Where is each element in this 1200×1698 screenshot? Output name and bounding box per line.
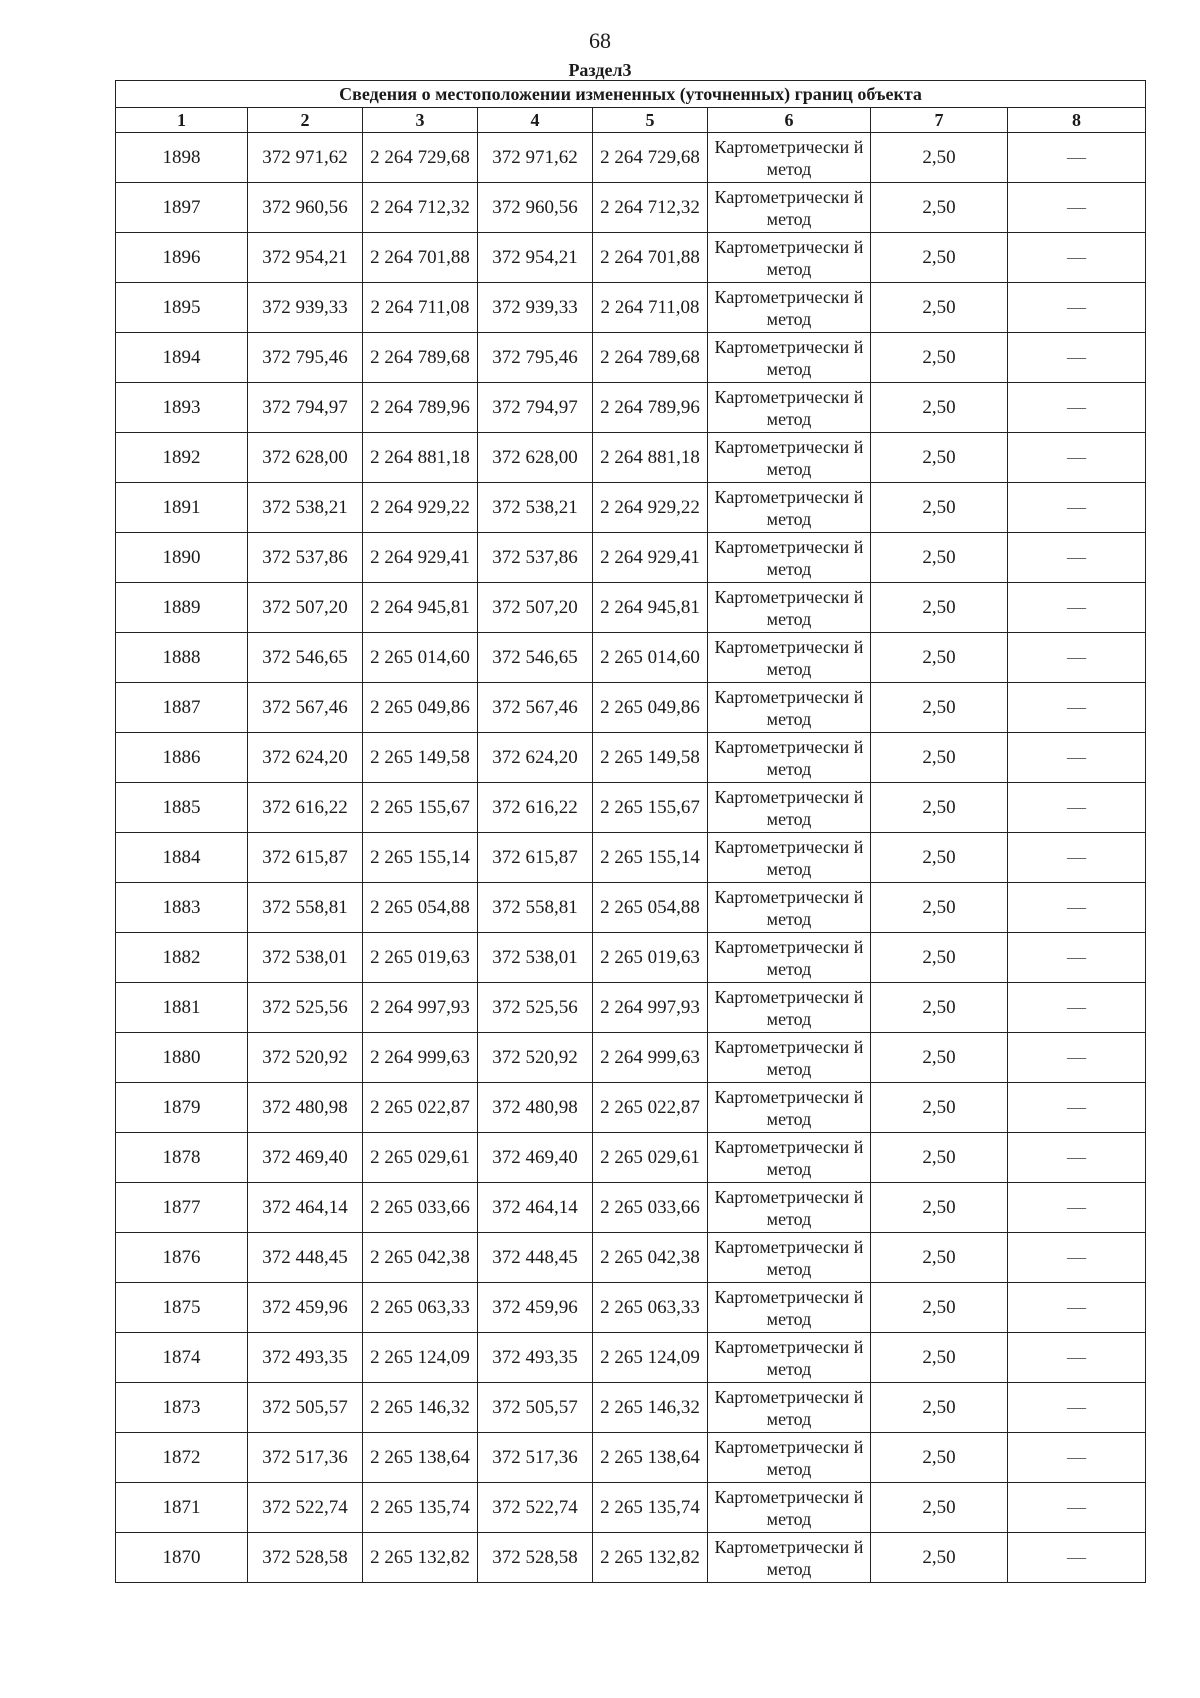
cell-x-existing: 372 794,97 bbox=[248, 383, 363, 433]
cell-accuracy: 2,50 bbox=[871, 1533, 1008, 1583]
cell-point-number: 1878 bbox=[116, 1133, 248, 1183]
table-row bbox=[116, 233, 1146, 283]
cell-description: — bbox=[1008, 1433, 1146, 1483]
cell-y-new: 2 264 789,68 bbox=[593, 333, 708, 383]
cell-y-new: 2 265 132,82 bbox=[593, 1533, 708, 1583]
cell-x-new: 372 493,35 bbox=[478, 1333, 593, 1383]
cell-y-new: 2 264 701,88 bbox=[593, 233, 708, 283]
cell-description: — bbox=[1008, 183, 1146, 233]
cell-accuracy: 2,50 bbox=[871, 1433, 1008, 1483]
cell-y-existing: 2 265 124,09 bbox=[363, 1333, 478, 1383]
column-number-row bbox=[116, 108, 1146, 133]
column-number-2: 2 bbox=[248, 108, 363, 133]
cell-y-existing: 2 264 929,22 bbox=[363, 483, 478, 533]
cell-y-existing: 2 265 054,88 bbox=[363, 883, 478, 933]
cell-x-existing: 372 448,45 bbox=[248, 1233, 363, 1283]
cell-method: Картометрически й метод bbox=[708, 233, 871, 283]
cell-description: — bbox=[1008, 433, 1146, 483]
cell-point-number: 1897 bbox=[116, 183, 248, 233]
cell-x-existing: 372 558,81 bbox=[248, 883, 363, 933]
cell-y-new: 2 264 945,81 bbox=[593, 583, 708, 633]
cell-accuracy: 2,50 bbox=[871, 783, 1008, 833]
cell-x-existing: 372 971,62 bbox=[248, 133, 363, 183]
cell-method: Картометрически й метод bbox=[708, 1033, 871, 1083]
cell-x-existing: 372 537,86 bbox=[248, 533, 363, 583]
table-row bbox=[116, 1133, 1146, 1183]
cell-description: — bbox=[1008, 1083, 1146, 1133]
cell-x-new: 372 505,57 bbox=[478, 1383, 593, 1433]
cell-x-new: 372 522,74 bbox=[478, 1483, 593, 1533]
cell-description: — bbox=[1008, 133, 1146, 183]
cell-y-existing: 2 264 945,81 bbox=[363, 583, 478, 633]
cell-y-new: 2 265 022,87 bbox=[593, 1083, 708, 1133]
cell-description: — bbox=[1008, 1333, 1146, 1383]
table-row bbox=[116, 583, 1146, 633]
cell-point-number: 1891 bbox=[116, 483, 248, 533]
cell-point-number: 1883 bbox=[116, 883, 248, 933]
cell-accuracy: 2,50 bbox=[871, 1033, 1008, 1083]
cell-method: Картометрически й метод bbox=[708, 683, 871, 733]
cell-x-new: 372 469,40 bbox=[478, 1133, 593, 1183]
cell-method: Картометрически й метод bbox=[708, 383, 871, 433]
cell-method: Картометрически й метод bbox=[708, 1533, 871, 1583]
cell-point-number: 1898 bbox=[116, 133, 248, 183]
cell-method: Картометрически й метод bbox=[708, 1233, 871, 1283]
cell-y-existing: 2 265 132,82 bbox=[363, 1533, 478, 1583]
table-row bbox=[116, 983, 1146, 1033]
table-row bbox=[116, 733, 1146, 783]
cell-x-new: 372 507,20 bbox=[478, 583, 593, 633]
cell-description: — bbox=[1008, 683, 1146, 733]
cell-point-number: 1896 bbox=[116, 233, 248, 283]
cell-y-existing: 2 265 014,60 bbox=[363, 633, 478, 683]
cell-y-existing: 2 265 042,38 bbox=[363, 1233, 478, 1283]
cell-method: Картометрически й метод bbox=[708, 333, 871, 383]
column-number-1: 1 bbox=[116, 108, 248, 133]
cell-y-new: 2 265 019,63 bbox=[593, 933, 708, 983]
cell-description: — bbox=[1008, 783, 1146, 833]
cell-method: Картометрически й метод bbox=[708, 1483, 871, 1533]
cell-point-number: 1870 bbox=[116, 1533, 248, 1583]
cell-y-new: 2 264 999,63 bbox=[593, 1033, 708, 1083]
cell-y-new: 2 264 712,32 bbox=[593, 183, 708, 233]
cell-description: — bbox=[1008, 1283, 1146, 1333]
cell-y-new: 2 264 711,08 bbox=[593, 283, 708, 333]
cell-method: Картометрически й метод bbox=[708, 583, 871, 633]
cell-method: Картометрически й метод bbox=[708, 483, 871, 533]
cell-y-existing: 2 265 049,86 bbox=[363, 683, 478, 733]
cell-x-existing: 372 615,87 bbox=[248, 833, 363, 883]
cell-x-new: 372 616,22 bbox=[478, 783, 593, 833]
cell-x-existing: 372 954,21 bbox=[248, 233, 363, 283]
table-row bbox=[116, 1383, 1146, 1433]
cell-description: — bbox=[1008, 883, 1146, 933]
cell-y-existing: 2 264 701,88 bbox=[363, 233, 478, 283]
cell-y-new: 2 264 997,93 bbox=[593, 983, 708, 1033]
cell-method: Картометрически й метод bbox=[708, 533, 871, 583]
cell-x-new: 372 567,46 bbox=[478, 683, 593, 733]
cell-accuracy: 2,50 bbox=[871, 483, 1008, 533]
cell-method: Картометрически й метод bbox=[708, 1333, 871, 1383]
table-row bbox=[116, 383, 1146, 433]
cell-x-existing: 372 939,33 bbox=[248, 283, 363, 333]
cell-description: — bbox=[1008, 383, 1146, 433]
cell-x-existing: 372 522,74 bbox=[248, 1483, 363, 1533]
cell-point-number: 1879 bbox=[116, 1083, 248, 1133]
table-row bbox=[116, 833, 1146, 883]
table-row bbox=[116, 1083, 1146, 1133]
cell-accuracy: 2,50 bbox=[871, 833, 1008, 883]
cell-accuracy: 2,50 bbox=[871, 1333, 1008, 1383]
cell-description: — bbox=[1008, 1533, 1146, 1583]
table-row bbox=[116, 133, 1146, 183]
cell-x-new: 372 960,56 bbox=[478, 183, 593, 233]
cell-x-new: 372 537,86 bbox=[478, 533, 593, 583]
cell-method: Картометрически й метод bbox=[708, 983, 871, 1033]
cell-x-new: 372 939,33 bbox=[478, 283, 593, 333]
cell-y-existing: 2 265 149,58 bbox=[363, 733, 478, 783]
section-title: Раздел3 bbox=[568, 60, 632, 80]
cell-method: Картометрически й метод bbox=[708, 933, 871, 983]
cell-accuracy: 2,50 bbox=[871, 333, 1008, 383]
cell-description: — bbox=[1008, 483, 1146, 533]
cell-description: — bbox=[1008, 1183, 1146, 1233]
cell-point-number: 1888 bbox=[116, 633, 248, 683]
cell-description: — bbox=[1008, 283, 1146, 333]
cell-y-existing: 2 265 033,66 bbox=[363, 1183, 478, 1233]
cell-point-number: 1873 bbox=[116, 1383, 248, 1433]
cell-point-number: 1882 bbox=[116, 933, 248, 983]
cell-y-new: 2 264 929,22 bbox=[593, 483, 708, 533]
cell-point-number: 1884 bbox=[116, 833, 248, 883]
cell-x-existing: 372 538,01 bbox=[248, 933, 363, 983]
cell-y-new: 2 265 135,74 bbox=[593, 1483, 708, 1533]
cell-description: — bbox=[1008, 1033, 1146, 1083]
cell-method: Картометрически й метод bbox=[708, 433, 871, 483]
cell-y-existing: 2 265 155,67 bbox=[363, 783, 478, 833]
cell-description: — bbox=[1008, 633, 1146, 683]
cell-method: Картометрически й метод bbox=[708, 283, 871, 333]
cell-accuracy: 2,50 bbox=[871, 1283, 1008, 1333]
cell-point-number: 1887 bbox=[116, 683, 248, 733]
cell-y-new: 2 265 149,58 bbox=[593, 733, 708, 783]
cell-point-number: 1895 bbox=[116, 283, 248, 333]
table-row bbox=[116, 183, 1146, 233]
cell-x-existing: 372 795,46 bbox=[248, 333, 363, 383]
cell-method: Картометрически й метод bbox=[708, 133, 871, 183]
cell-y-new: 2 265 146,32 bbox=[593, 1383, 708, 1433]
cell-y-existing: 2 265 019,63 bbox=[363, 933, 478, 983]
cell-accuracy: 2,50 bbox=[871, 583, 1008, 633]
cell-method: Картометрически й метод bbox=[708, 633, 871, 683]
cell-method: Картометрически й метод bbox=[708, 783, 871, 833]
cell-y-new: 2 265 138,64 bbox=[593, 1433, 708, 1483]
cell-x-new: 372 528,58 bbox=[478, 1533, 593, 1583]
cell-description: — bbox=[1008, 533, 1146, 583]
cell-x-existing: 372 528,58 bbox=[248, 1533, 363, 1583]
cell-point-number: 1892 bbox=[116, 433, 248, 483]
table-caption: Сведения о местоположении измененных (уточненных) границ объекта bbox=[116, 81, 1146, 108]
cell-x-existing: 372 517,36 bbox=[248, 1433, 363, 1483]
cell-y-new: 2 264 929,41 bbox=[593, 533, 708, 583]
table-row bbox=[116, 1233, 1146, 1283]
cell-accuracy: 2,50 bbox=[871, 1383, 1008, 1433]
table-row bbox=[116, 683, 1146, 733]
cell-x-existing: 372 459,96 bbox=[248, 1283, 363, 1333]
cell-point-number: 1877 bbox=[116, 1183, 248, 1233]
table-row bbox=[116, 1183, 1146, 1233]
cell-y-new: 2 264 881,18 bbox=[593, 433, 708, 483]
cell-y-existing: 2 265 155,14 bbox=[363, 833, 478, 883]
cell-y-existing: 2 264 997,93 bbox=[363, 983, 478, 1033]
cell-x-new: 372 525,56 bbox=[478, 983, 593, 1033]
cell-x-existing: 372 538,21 bbox=[248, 483, 363, 533]
cell-x-existing: 372 507,20 bbox=[248, 583, 363, 633]
cell-x-new: 372 459,96 bbox=[478, 1283, 593, 1333]
cell-description: — bbox=[1008, 983, 1146, 1033]
cell-x-existing: 372 546,65 bbox=[248, 633, 363, 683]
cell-point-number: 1880 bbox=[116, 1033, 248, 1083]
cell-y-new: 2 265 049,86 bbox=[593, 683, 708, 733]
cell-x-new: 372 615,87 bbox=[478, 833, 593, 883]
cell-x-new: 372 558,81 bbox=[478, 883, 593, 933]
cell-accuracy: 2,50 bbox=[871, 733, 1008, 783]
cell-point-number: 1893 bbox=[116, 383, 248, 433]
cell-y-new: 2 265 029,61 bbox=[593, 1133, 708, 1183]
cell-accuracy: 2,50 bbox=[871, 683, 1008, 733]
cell-x-new: 372 628,00 bbox=[478, 433, 593, 483]
cell-accuracy: 2,50 bbox=[871, 1233, 1008, 1283]
table-row bbox=[116, 1433, 1146, 1483]
cell-x-new: 372 624,20 bbox=[478, 733, 593, 783]
cell-point-number: 1874 bbox=[116, 1333, 248, 1383]
cell-method: Картометрически й метод bbox=[708, 183, 871, 233]
cell-x-existing: 372 480,98 bbox=[248, 1083, 363, 1133]
cell-accuracy: 2,50 bbox=[871, 1483, 1008, 1533]
cell-x-new: 372 971,62 bbox=[478, 133, 593, 183]
cell-y-new: 2 265 014,60 bbox=[593, 633, 708, 683]
cell-accuracy: 2,50 bbox=[871, 383, 1008, 433]
cell-y-existing: 2 264 712,32 bbox=[363, 183, 478, 233]
cell-accuracy: 2,50 bbox=[871, 1083, 1008, 1133]
cell-x-existing: 372 525,56 bbox=[248, 983, 363, 1033]
cell-x-existing: 372 505,57 bbox=[248, 1383, 363, 1433]
cell-y-new: 2 265 124,09 bbox=[593, 1333, 708, 1383]
cell-x-new: 372 464,14 bbox=[478, 1183, 593, 1233]
cell-y-existing: 2 265 022,87 bbox=[363, 1083, 478, 1133]
cell-method: Картометрически й метод bbox=[708, 1383, 871, 1433]
cell-method: Картометрически й метод bbox=[708, 883, 871, 933]
table-caption-row bbox=[116, 81, 1146, 108]
cell-description: — bbox=[1008, 733, 1146, 783]
cell-x-existing: 372 616,22 bbox=[248, 783, 363, 833]
cell-method: Картометрически й метод bbox=[708, 1433, 871, 1483]
page-number: 68 bbox=[589, 28, 611, 53]
table-row bbox=[116, 533, 1146, 583]
table-row bbox=[116, 883, 1146, 933]
cell-y-existing: 2 264 729,68 bbox=[363, 133, 478, 183]
cell-point-number: 1885 bbox=[116, 783, 248, 833]
cell-x-existing: 372 624,20 bbox=[248, 733, 363, 783]
cell-accuracy: 2,50 bbox=[871, 183, 1008, 233]
cell-description: — bbox=[1008, 233, 1146, 283]
cell-y-new: 2 264 729,68 bbox=[593, 133, 708, 183]
cell-method: Картометрически й метод bbox=[708, 1283, 871, 1333]
cell-x-new: 372 954,21 bbox=[478, 233, 593, 283]
cell-description: — bbox=[1008, 333, 1146, 383]
cell-method: Картометрически й метод bbox=[708, 1183, 871, 1233]
table-row bbox=[116, 1533, 1146, 1583]
cell-accuracy: 2,50 bbox=[871, 983, 1008, 1033]
cell-description: — bbox=[1008, 1133, 1146, 1183]
cell-y-existing: 2 264 881,18 bbox=[363, 433, 478, 483]
cell-x-existing: 372 493,35 bbox=[248, 1333, 363, 1383]
cell-x-new: 372 517,36 bbox=[478, 1433, 593, 1483]
cell-point-number: 1886 bbox=[116, 733, 248, 783]
cell-point-number: 1871 bbox=[116, 1483, 248, 1533]
cell-accuracy: 2,50 bbox=[871, 1133, 1008, 1183]
table-row bbox=[116, 783, 1146, 833]
cell-y-existing: 2 265 135,74 bbox=[363, 1483, 478, 1533]
table-body bbox=[116, 133, 1146, 1583]
cell-accuracy: 2,50 bbox=[871, 533, 1008, 583]
cell-accuracy: 2,50 bbox=[871, 133, 1008, 183]
cell-description: — bbox=[1008, 1483, 1146, 1533]
cell-x-existing: 372 520,92 bbox=[248, 1033, 363, 1083]
cell-accuracy: 2,50 bbox=[871, 933, 1008, 983]
cell-y-new: 2 265 054,88 bbox=[593, 883, 708, 933]
column-number-4: 4 bbox=[478, 108, 593, 133]
cell-description: — bbox=[1008, 583, 1146, 633]
cell-y-new: 2 265 042,38 bbox=[593, 1233, 708, 1283]
column-number-5: 5 bbox=[593, 108, 708, 133]
column-number-8: 8 bbox=[1008, 108, 1146, 133]
cell-x-new: 372 794,97 bbox=[478, 383, 593, 433]
cell-point-number: 1875 bbox=[116, 1283, 248, 1333]
cell-method: Картометрически й метод bbox=[708, 1133, 871, 1183]
cell-x-new: 372 520,92 bbox=[478, 1033, 593, 1083]
cell-method: Картометрически й метод bbox=[708, 733, 871, 783]
cell-accuracy: 2,50 bbox=[871, 233, 1008, 283]
cell-y-new: 2 265 033,66 bbox=[593, 1183, 708, 1233]
cell-y-new: 2 265 063,33 bbox=[593, 1283, 708, 1333]
cell-x-new: 372 538,21 bbox=[478, 483, 593, 533]
column-number-6: 6 bbox=[708, 108, 871, 133]
cell-y-new: 2 264 789,96 bbox=[593, 383, 708, 433]
cell-y-existing: 2 264 711,08 bbox=[363, 283, 478, 333]
column-number-7: 7 bbox=[871, 108, 1008, 133]
cell-point-number: 1872 bbox=[116, 1433, 248, 1483]
table-row bbox=[116, 1483, 1146, 1533]
table-row bbox=[116, 283, 1146, 333]
cell-y-existing: 2 264 789,68 bbox=[363, 333, 478, 383]
table-row bbox=[116, 1283, 1146, 1333]
cell-y-existing: 2 265 138,64 bbox=[363, 1433, 478, 1483]
cell-method: Картометрически й метод bbox=[708, 833, 871, 883]
table-row bbox=[116, 933, 1146, 983]
coordinates-table bbox=[115, 80, 1146, 1583]
cell-x-existing: 372 469,40 bbox=[248, 1133, 363, 1183]
cell-point-number: 1890 bbox=[116, 533, 248, 583]
cell-y-existing: 2 265 063,33 bbox=[363, 1283, 478, 1333]
cell-x-existing: 372 628,00 bbox=[248, 433, 363, 483]
cell-x-new: 372 546,65 bbox=[478, 633, 593, 683]
table-row bbox=[116, 633, 1146, 683]
table-row bbox=[116, 433, 1146, 483]
cell-description: — bbox=[1008, 833, 1146, 883]
cell-description: — bbox=[1008, 1233, 1146, 1283]
cell-accuracy: 2,50 bbox=[871, 633, 1008, 683]
cell-accuracy: 2,50 bbox=[871, 1183, 1008, 1233]
cell-y-new: 2 265 155,67 bbox=[593, 783, 708, 833]
cell-x-new: 372 448,45 bbox=[478, 1233, 593, 1283]
table-row bbox=[116, 333, 1146, 383]
table-row bbox=[116, 1333, 1146, 1383]
table-row bbox=[116, 1033, 1146, 1083]
cell-x-existing: 372 464,14 bbox=[248, 1183, 363, 1233]
cell-y-existing: 2 265 029,61 bbox=[363, 1133, 478, 1183]
cell-accuracy: 2,50 bbox=[871, 883, 1008, 933]
cell-point-number: 1881 bbox=[116, 983, 248, 1033]
cell-x-existing: 372 960,56 bbox=[248, 183, 363, 233]
cell-y-existing: 2 265 146,32 bbox=[363, 1383, 478, 1433]
cell-x-new: 372 795,46 bbox=[478, 333, 593, 383]
cell-description: — bbox=[1008, 933, 1146, 983]
cell-y-existing: 2 264 789,96 bbox=[363, 383, 478, 433]
table-row bbox=[116, 483, 1146, 533]
cell-y-existing: 2 264 999,63 bbox=[363, 1033, 478, 1083]
cell-point-number: 1876 bbox=[116, 1233, 248, 1283]
column-number-3: 3 bbox=[363, 108, 478, 133]
cell-method: Картометрически й метод bbox=[708, 1083, 871, 1133]
cell-x-new: 372 538,01 bbox=[478, 933, 593, 983]
cell-description: — bbox=[1008, 1383, 1146, 1433]
cell-accuracy: 2,50 bbox=[871, 433, 1008, 483]
cell-point-number: 1889 bbox=[116, 583, 248, 633]
cell-x-existing: 372 567,46 bbox=[248, 683, 363, 733]
cell-y-existing: 2 264 929,41 bbox=[363, 533, 478, 583]
cell-y-new: 2 265 155,14 bbox=[593, 833, 708, 883]
cell-x-new: 372 480,98 bbox=[478, 1083, 593, 1133]
cell-point-number: 1894 bbox=[116, 333, 248, 383]
cell-accuracy: 2,50 bbox=[871, 283, 1008, 333]
